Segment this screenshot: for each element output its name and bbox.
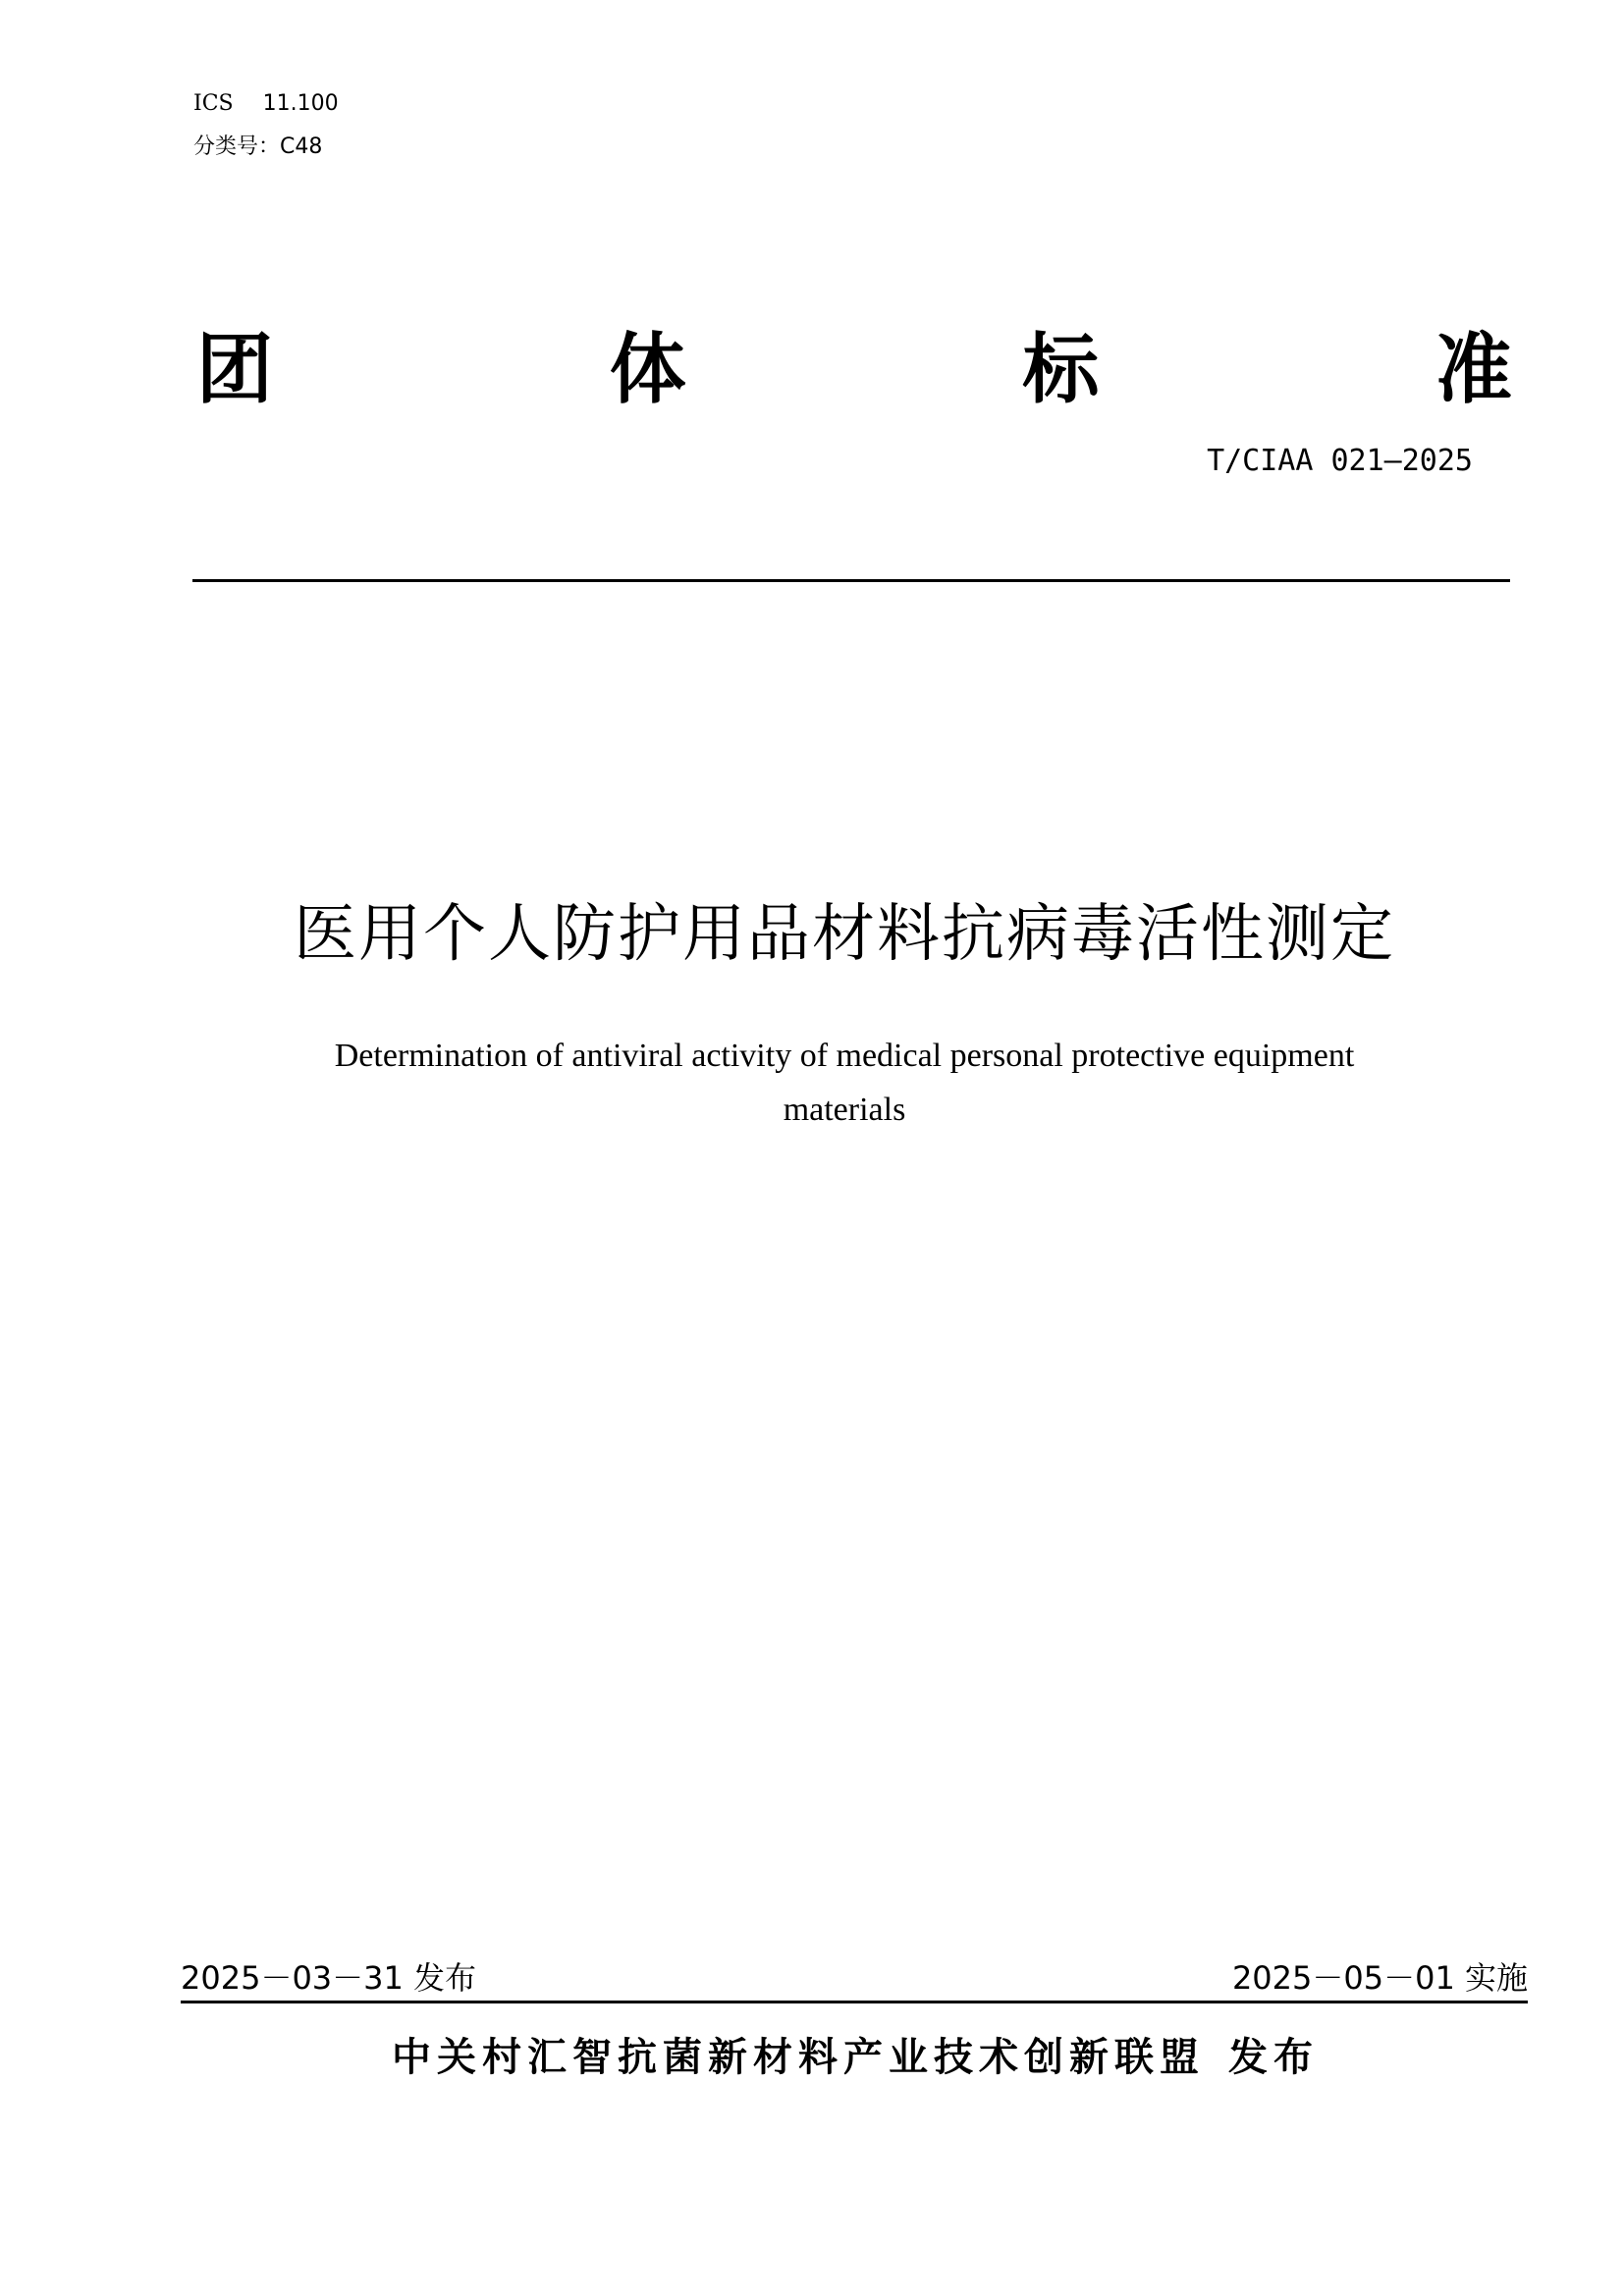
ics-row [193, 82, 339, 126]
ics-code: 11.100 [262, 91, 339, 116]
standard-type-char: 团 [196, 326, 274, 414]
bottom-divider [181, 2001, 1528, 2003]
standard-type-char: 标 [1022, 326, 1100, 414]
implementation-date: 2025－05－01 实施 [1231, 1959, 1528, 1997]
title-en-line: materials [783, 1092, 906, 1128]
date-row [181, 1953, 1528, 2002]
standard-type-title [196, 314, 1512, 412]
standard-type-char: 体 [609, 326, 686, 414]
ics-label: ICS [193, 91, 234, 116]
title-en-line: Determination of antiviral activity of medical personal protective equipment [334, 1038, 1355, 1074]
publisher-suffix: 发布 [1228, 2035, 1319, 2080]
document-title-en [226, 1029, 1463, 1137]
header-codes [193, 82, 339, 169]
publisher [0, 2026, 1624, 2082]
top-divider [192, 579, 1510, 582]
classification-number: 分类号：C48 [193, 134, 323, 159]
document-title-cn: 医用个人防护用品材料抗病毒活性测定 [294, 898, 1395, 971]
standard-number: T/CIAA 021—2025 [1207, 444, 1473, 478]
standard-type-char: 准 [1435, 326, 1512, 414]
release-date: 2025－03－31 发布 [181, 1959, 477, 1997]
publisher-name: 中关村汇智抗菌新材料产业技术创新联盟 [392, 2035, 1205, 2080]
